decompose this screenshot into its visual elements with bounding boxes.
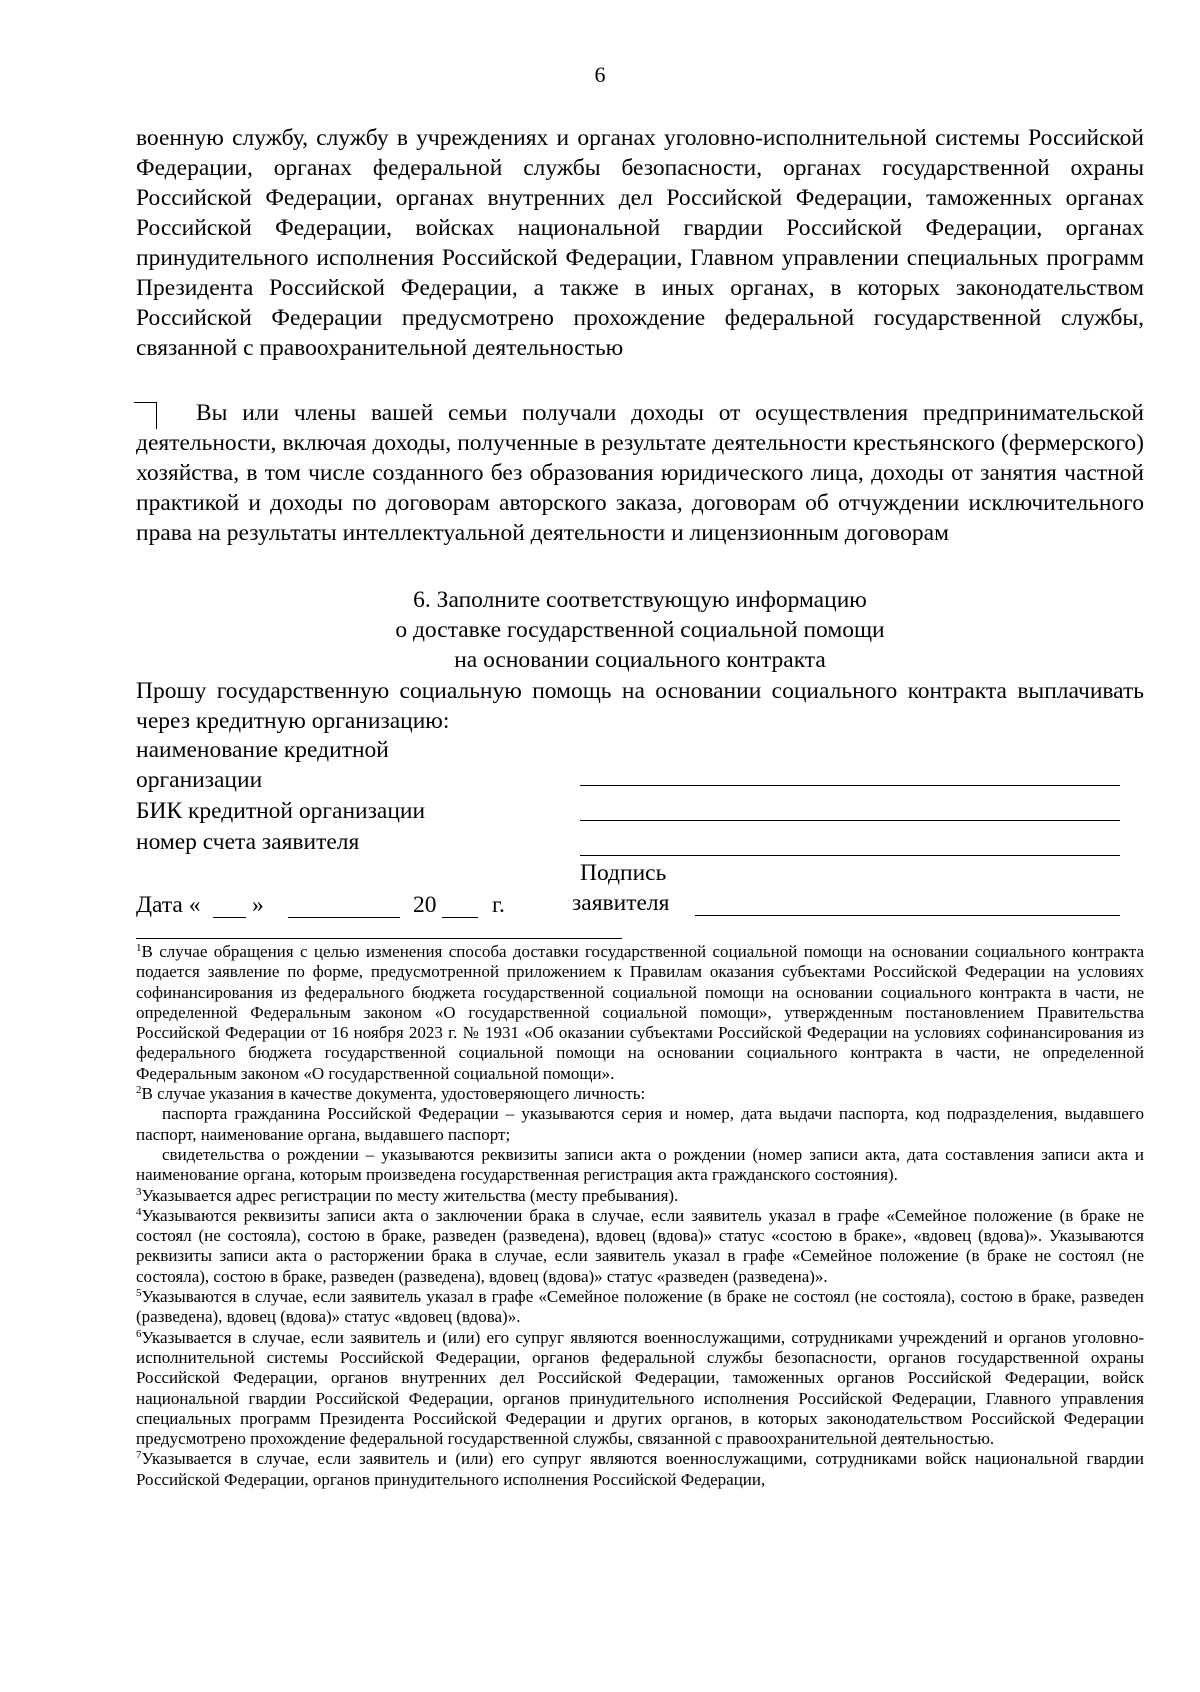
bik-field[interactable] [580,800,1120,821]
footnote-5 [136,1287,1144,1328]
footnote-2 [136,1084,1144,1104]
signature-label-1: Подпись [580,860,667,886]
footnote-7 [136,1449,1144,1490]
section-heading [136,585,1144,675]
footnote-separator [136,938,622,939]
account-label: номер счета заявителя [136,829,360,855]
bank-name-label-2: организации [136,767,263,793]
footnote-2-mark: 2 [136,1084,142,1097]
footnote-5-text: Указываются в случае, если заявитель указал в графе «Семейное положение (в браке не состоял (не состояла), состою в браке, разведен (разведена), вдовец (вдова)» статус «вдовец (вдова)». [136,1287,1144,1327]
date-day-field[interactable] [213,897,246,918]
footnote-1 [136,942,1144,1084]
account-field[interactable] [580,835,1120,856]
bank-name-field[interactable] [580,765,1120,786]
footnote-4-text: Указываются реквизиты записи акта о заключении брака в случае, если заявитель указал в графе «Семейное положение (в браке не состоял (не состояла), состою в браке, разведен (разведена), вдовец (вдова)» статус «состою в браке», «вдовец (вдова)». Указываются реквизиты записи акта о расторжении брака в случае, если заявитель указал в графе «Семейное положение (в браке не состоял (не состояла), состою в браке, разведен (разведена), вдовец (вдова)» статус «разведен (разведена)». [136,1205,1144,1286]
footnote-2-passport: паспорта гражданина Российской Федерации – указываются серия и номер, дата выдачи паспорта, код подразделения, выдавшего паспорт, наименование органа, выдавшего паспорт; [136,1104,1144,1144]
section-heading-line2: о доставке государственной социальной помощи [395,617,885,643]
footnote-3-text: Указывается адрес регистрации по месту жительства (месту пребывания). [141,1185,679,1205]
footnote-4-mark: 4 [136,1205,142,1218]
footnote-6-text: Указывается в случае, если заявитель и (или) его супруг являются военнослужащими, сотрудниками учреждений и органов уголовно-исполнительной системы Российской Федерации, органов федеральной службы безопасности, органов государственной охраны Российской Федерации, органов внутренних дел Российской Федерации, таможенных органов Российской Федерации, войск национальной гвардии Российской Федерации, органов принудительного исполнения Российской Федерации, Главного управления специальных программ Президента Российской Федерации и других органов, в которых законодательством Российской Федерации предусмотрено прохождение федеральной государственной службы, связанной с правоохранительной деятельностью. [136,1327,1144,1449]
date-month-field[interactable] [288,897,400,918]
page-number: 6 [594,62,606,87]
footnote-1-mark: 1 [136,942,142,954]
signature-label-2: заявителя [572,890,670,916]
footnote-2-text: В случае указания в качестве документа, удостоверяющего личность: [141,1084,646,1104]
bik-label: БИК кредитной организации [136,798,426,824]
signature-field[interactable] [695,895,1120,916]
section-heading-line3: на основании социального контракта [454,647,826,673]
footnote-7-text: Указывается в случае, если заявитель и (или) его супруг являются военнослужащими, сотрудниками войск национальной гвардии Российской Федерации, органов принудительного исполнения Российской Федерации, [136,1449,1144,1489]
footnote-3-mark: 3 [136,1185,142,1198]
footnote-6-mark: 6 [136,1327,142,1340]
footnote-2-birth-certificate: свидетельства о рождении – указываются реквизиты записи акта о рождении (номер записи акта, дата составления записи акта и наименование органа, которым произведена государственная регистрация акта гражданского состояния). [136,1144,1144,1185]
paragraph-business-income: Вы или члены вашей семьи получали доходы от осуществления предпринимательской деятельности, включая доходы, полученные в результате деятельности крестьянского (фермерского) хозяйства, в том числе созданного без образования юридического лица, доходы от занятия частной практикой и доходы по договорам авторского заказа, договорам об отчуждении исключительного права на результаты интеллектуальной деятельности и лицензионным договорам [136,400,1144,546]
date-year-field[interactable] [442,897,478,918]
footnote-4 [136,1206,1144,1287]
footnote-7-mark: 7 [136,1449,142,1462]
year-suffix: г. [492,892,505,918]
paragraph-service: военную службу, службу в учреждениях и органах уголовно-исполнительной системы Российской Федерации, органах федеральной службы безопасности, органах государственной охраны Российской Федерации, органах внутренних дел Российской Федерации, таможенных органах Российской Федерации, войсках национальной гвардии Российской Федерации, органах принудительного исполнения Российской Федерации, Главном управлении специальных программ Президента Российской Федерации, а также в иных органах, в которых законодательством Российской Федерации предусмотрено прохождение федеральной государственной службы, связанной с правоохранительной деятельностью [136,125,1144,361]
request-text: Прошу государственную социальную помощь на основании социального контракта выплачивать через кредитную организацию: [136,678,1144,734]
footnote-5-mark: 5 [136,1287,142,1300]
footnote-3 [136,1186,1144,1206]
year-prefix: 20 [413,892,437,918]
footnote-6 [136,1328,1144,1450]
footnotes [136,942,1144,1490]
date-quote-close: » [252,892,264,918]
section-heading-line1: 6. Заполните соответствующую информацию [413,587,867,613]
footnote-1-text: В случае обращения с целью изменения способа доставки государственной социальной помощи на основании социального контракта подается заявление по форме, предусмотренной приложением к Правилам оказания субъектами Российской Федерации на условиях софинансирования из федерального бюджета государственной социальной помощи на основании социального контракта в части, не определенной Федеральным законом «О государственной социальной помощи», утвержденным постановлением Правительства Российской Федерации от 16 ноября 2023 г. № 1931 «Об оказании субъектами Российской Федерации на условиях софинансирования из федерального бюджета государственной социальной помощи на основании социального контракта в части, не определенной Федеральным законом «О государственной социальной помощи». [136,942,1144,1083]
date-label: Дата « [136,892,201,918]
bank-name-label-1: наименование кредитной [136,737,389,763]
